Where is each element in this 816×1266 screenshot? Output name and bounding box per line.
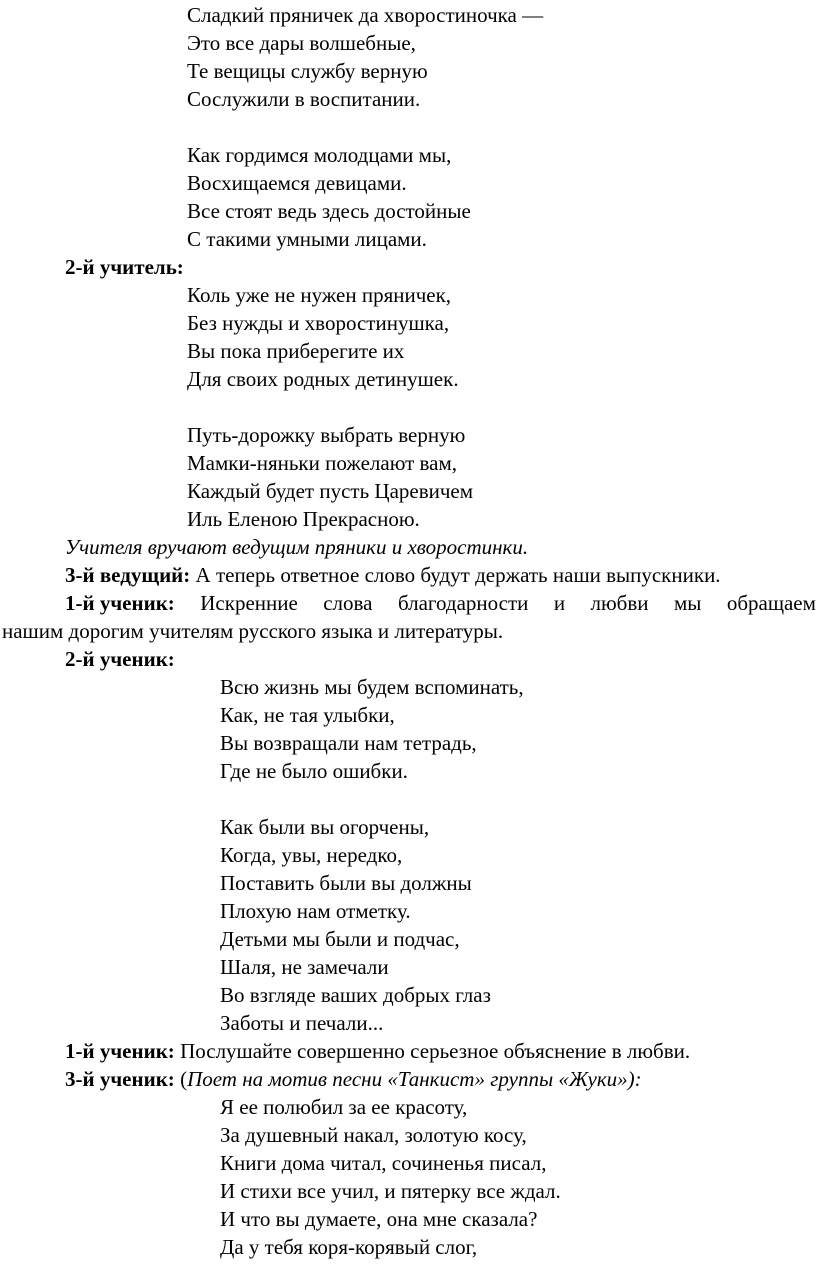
speech-word: обращаем	[726, 591, 816, 615]
stage-direction-text: Поет на мотив песни «Танкист» группы «Жуки»):	[187, 1067, 642, 1091]
speech-word: любви	[590, 591, 649, 615]
poem-line: Сладкий пряничек да хворостиночка —	[187, 3, 544, 27]
poem-line: Когда, увы, нередко,	[220, 843, 403, 867]
poem-line: Во взгляде ваших добрых глаз	[220, 983, 491, 1007]
poem-line: Все стоят ведь здесь достойные	[187, 199, 471, 223]
poem-line: Книги дома читал, сочиненья писал,	[220, 1151, 547, 1175]
poem-line: Это все дары волшебные,	[187, 31, 416, 55]
poem-line: Всю жизнь мы будем вспоминать,	[220, 675, 524, 699]
poem-line: Как были вы огорчены,	[220, 815, 430, 839]
poem-line: За душевный накал, золотую косу,	[220, 1123, 527, 1147]
speaker-line	[65, 561, 721, 589]
poem-line: Иль Еленою Прекрасною.	[187, 507, 420, 531]
speech-word: благодарности	[397, 591, 529, 615]
poem-line: Где не было ошибки.	[220, 759, 408, 783]
poem-line: Заботы и печали...	[220, 1011, 384, 1035]
poem-line: И что вы думаете, она мне сказала?	[220, 1207, 538, 1231]
speech-word: Искренние	[200, 591, 298, 615]
poem-line: Вы возвращали нам тетрадь,	[220, 731, 477, 755]
poem-line: Вы пока приберегите их	[187, 339, 405, 363]
poem-line: Детьми мы были и подчас,	[220, 927, 460, 951]
speaker-name: 3-й ведущий:	[65, 563, 191, 587]
speaker-line	[65, 1065, 642, 1093]
poem-line: Я ее полюбил за ее красоту,	[220, 1095, 468, 1119]
stage-direction	[65, 533, 528, 561]
poem-line: Как, не тая улыбки,	[220, 703, 395, 727]
speech-word: слова	[323, 591, 373, 615]
speaker-name: 3-й ученик:	[65, 1067, 175, 1091]
speaker-name: 2-й учитель:	[65, 255, 184, 279]
speaker-name: 1-й ученик:	[65, 1039, 175, 1063]
poem-line: Да у тебя коря-корявый слог,	[220, 1235, 478, 1259]
speaker-label	[65, 645, 175, 673]
speech-text: Послушайте совершенно серьезное объяснение в любви.	[174, 1039, 691, 1063]
poem-line: Коль уже не нужен пряничек,	[187, 283, 452, 307]
poem-line: С такими умными лицами.	[187, 227, 427, 251]
poem-line: Путь-дорожку выбрать верную	[187, 423, 466, 447]
poem-line: Плохую нам отметку.	[220, 899, 411, 923]
poem-line: Мамки-няньки пожелают вам,	[187, 451, 458, 475]
poem-line: Шаля, не замечали	[220, 955, 389, 979]
speaker-name: 2-й ученик:	[65, 647, 175, 671]
poem-line: Без нужды и хворостинушка,	[187, 311, 450, 335]
speaker-line-justified	[65, 589, 816, 617]
speaker-name: 1-й ученик:	[65, 591, 175, 615]
poem-line: Поставить были вы должны	[220, 871, 472, 895]
speech-text: А теперь ответное слово будут держать наши выпускники.	[190, 563, 721, 587]
poem-line: Каждый будет пусть Царевичем	[187, 479, 474, 503]
open-paren: (	[174, 1067, 188, 1091]
poem-line: Сослужили в воспитании.	[187, 87, 421, 111]
speaker-label	[65, 253, 184, 281]
poem-line: Для своих родных детинушек.	[187, 367, 459, 391]
speaker-line	[65, 1037, 690, 1065]
speech-word: мы	[673, 591, 702, 615]
speech-continuation: нашим дорогим учителям русского языка и литературы.	[2, 619, 504, 643]
poem-line: Восхищаемся девицами.	[187, 171, 407, 195]
poem-line: Те вещицы службу верную	[187, 59, 428, 83]
poem-line: Как гордимся молодцами мы,	[187, 143, 452, 167]
poem-line: И стихи все учил, и пятерку все ждал.	[220, 1179, 561, 1203]
speech-word: и	[553, 591, 566, 615]
stage-direction-text: Учителя вручают ведущим пряники и хворостинки.	[65, 535, 529, 559]
